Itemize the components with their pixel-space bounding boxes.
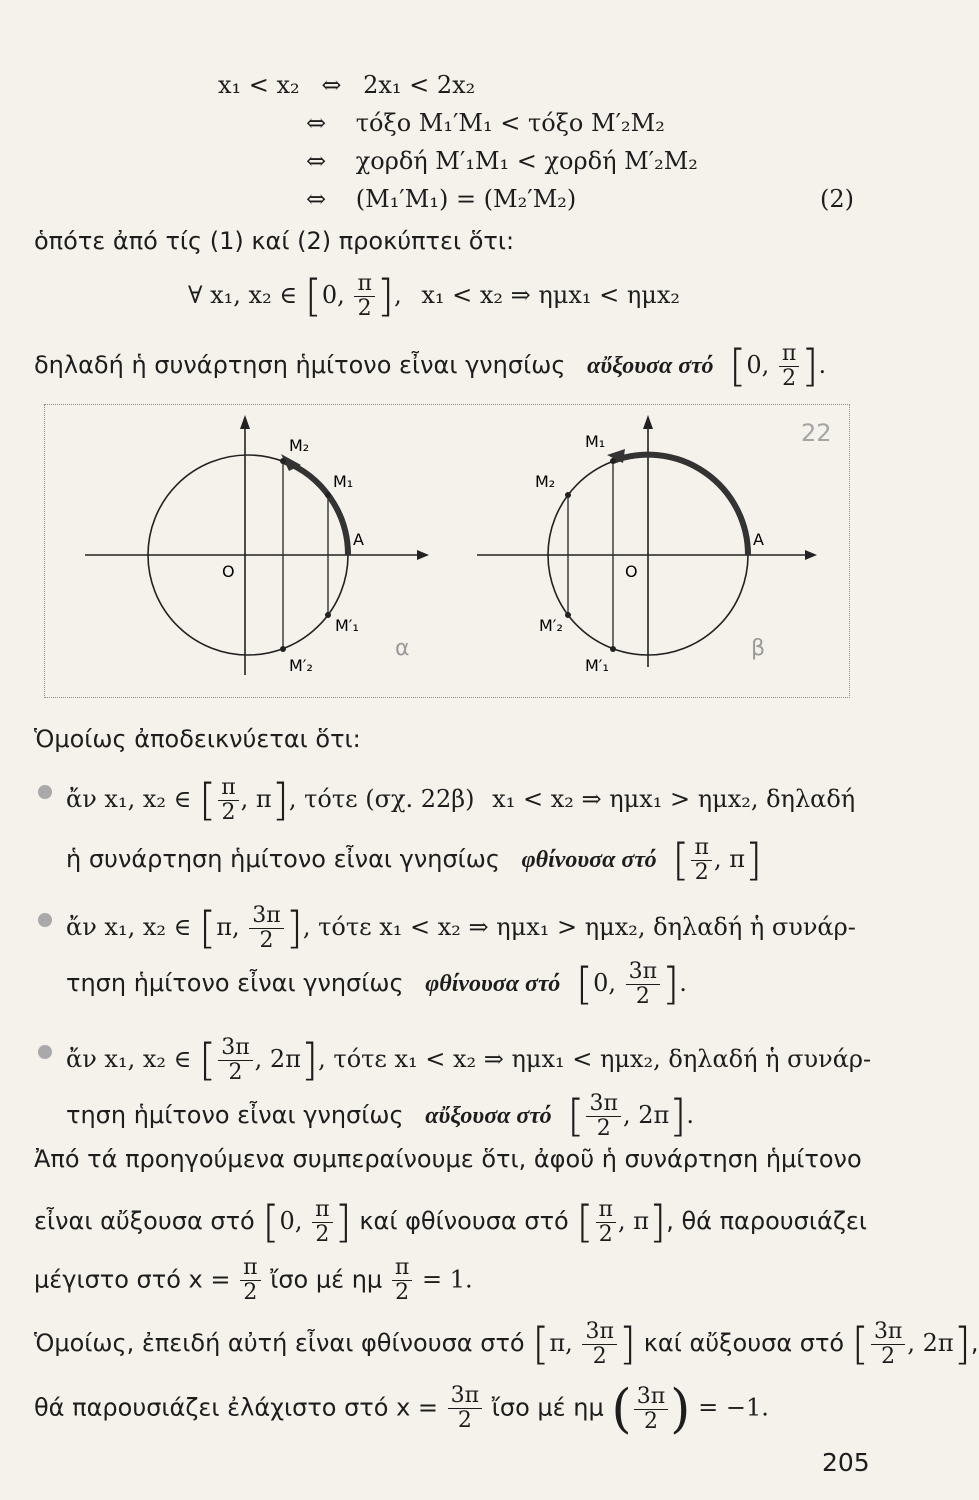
equivalence-arrow: ⇔ <box>321 71 342 99</box>
equivalence-arrow: ⇔ <box>306 109 327 137</box>
statement-text: μέγιστο στό x = <box>34 1265 231 1294</box>
numerator: 3π <box>634 1385 668 1410</box>
denominator: 2 <box>643 1408 658 1434</box>
denominator: 2 <box>782 366 797 391</box>
case-prefix: ἄν x₁, x₂ ∈ <box>66 1045 192 1073</box>
condition: , τότε (σχ. 22β) <box>288 785 475 813</box>
chord-comparison: χορδή M′₁M₁ < χορδή M′₂M₂ <box>355 147 698 175</box>
denominator: 2 <box>243 1280 258 1305</box>
interval-right: , π <box>618 1207 650 1235</box>
fraction-3pi-over-2 <box>871 1320 905 1369</box>
case-3-line-2: τηση ἡμίτονο εἶναι γνησίως αὔξουσα στό [ $\frac{3\pi}{2}$ , 2π]. <box>66 1090 695 1142</box>
bold-keyword: αὔξουσα στό <box>587 353 714 379</box>
case-1-line-2: ἡ συνάρτηση ἡμίτονο εἶναι γνησίως φθίνουσα στό [ $\frac{\pi}{2}$ , π] <box>66 834 763 886</box>
statement-text: ἴσο μέ ημ <box>270 1265 383 1294</box>
label-o: O <box>222 562 235 581</box>
page-number: 205 <box>822 1448 870 1477</box>
case-prefix: ἄν x₁, x₂ ∈ <box>66 913 192 941</box>
equivalence-line-3 <box>306 146 698 176</box>
min-para-line-1: Ὁμοίως, ἐπειδή αὐτή εἶναι φθίνουσα στό [π, $\frac{3\pi}{2}$ ] καί αὔξουσα στό [ $\frac{3\pi}{2}$ , 2π], <box>34 1318 979 1370</box>
denominator: 2 <box>598 1222 613 1247</box>
numerator: π <box>218 776 238 801</box>
label-m2-prime: M′₂ <box>539 616 563 635</box>
implication: x₁ < x₂ ⇒ ημx₁ > ημx₂, δηλαδή <box>492 785 856 813</box>
period: . <box>818 351 827 379</box>
label-m2: M₂ <box>289 436 310 455</box>
label-m1: M₁ <box>333 472 354 491</box>
numerator: π <box>312 1198 332 1223</box>
interval-left: 0, <box>593 969 616 997</box>
bold-keyword: φθίνουσα στό <box>425 971 561 997</box>
label-a: A <box>353 530 364 549</box>
case-3-line-1: ἄν x₁, x₂ ∈ [ $\frac{3\pi}{2}$ , 2π], τότε x₁ < x₂ ⇒ ημx₁ < ημx₂, δηλαδή ἡ συνάρ- <box>66 1034 872 1086</box>
implication: , τότε x₁ < x₂ ⇒ ημx₁ < ημx₂, δηλαδή ἡ συνάρ- <box>318 1045 872 1073</box>
fraction-3pi-over-2 <box>249 904 283 953</box>
case-2-line-1: ἄν x₁, x₂ ∈ [π, $\frac{3\pi}{2}$ ], τότε x₁ < x₂ ⇒ ημx₁ > ημx₂, δηλαδή ἡ συνάρ- <box>66 902 856 954</box>
numerator: π <box>354 272 374 297</box>
similarly-intro: Ὁμοίως ἀποδεικνύεται ὅτι: <box>34 725 361 753</box>
bold-keyword: αὔξουσα στό <box>425 1103 552 1129</box>
inequality-right: 2x₁ < 2x₂ <box>363 71 476 99</box>
equivalence-arrow: ⇔ <box>306 147 327 175</box>
fraction-pi-over-2 <box>691 836 711 885</box>
denominator: 2 <box>357 296 372 321</box>
label-a: A <box>753 530 764 549</box>
fraction-3pi-over-2 <box>634 1385 668 1434</box>
bold-keyword: φθίνουσα στό <box>521 847 657 873</box>
numerator: 3π <box>871 1320 905 1345</box>
label-m2: M₂ <box>535 472 556 491</box>
case-prefix: ἄν x₁, x₂ ∈ <box>66 785 192 813</box>
fraction-3pi-over-2 <box>218 1036 252 1085</box>
interval-left: 0, <box>279 1207 303 1235</box>
statement-text: ἡ συνάρτηση ἡμίτονο εἶναι γνησίως <box>66 845 500 873</box>
numerator: 3π <box>448 1384 482 1409</box>
numerator: π <box>392 1256 412 1281</box>
interval-left: π, <box>216 913 240 941</box>
case-1-line-1: ἄν x₁, x₂ ∈ [ $\frac{\pi}{2}$ , π], τότε (σχ. 22β) x₁ < x₂ ⇒ ημx₁ > ημx₂, δηλαδή <box>66 774 856 826</box>
statement-text: Ὁμοίως, ἐπειδή αὐτή εἶναι φθίνουσα στό <box>34 1329 525 1357</box>
equals-minus-one: = −1. <box>698 1393 769 1422</box>
diagram-beta <box>477 415 817 675</box>
interval-right: , 2π <box>907 1329 954 1357</box>
segment-equality: (M₁′M₁) = (M₂′M₂) <box>355 185 577 213</box>
interval-left: π, <box>549 1329 573 1357</box>
numerator: 3π <box>218 1036 252 1061</box>
forall-statement: ∀ x₁, x₂ ∈ [0, $\frac{\pi}{2}$ ], x₁ < x₂ ⇒ ημx₁ < ημx₂ <box>188 270 681 322</box>
equals-one: = 1. <box>421 1265 473 1294</box>
statement-text: τηση ἡμίτονο εἶναι γνησίως <box>66 1101 404 1129</box>
implication: x₁ < x₂ ⇒ ημx₁ < ημx₂ <box>421 281 681 309</box>
figure-22 <box>44 404 850 698</box>
increasing-statement: δηλαδή ἡ συνάρτηση ἡμίτονο εἶναι γνησίως αὔξουσα στό [0, $\frac{\pi}{2}$ ]. <box>34 340 827 392</box>
inequality-left: x₁ < x₂ <box>218 71 300 99</box>
fraction-3pi-over-2 <box>586 1092 620 1141</box>
interval-left: 0, <box>321 281 345 309</box>
statement-text: εἶναι αὔξουσα στό <box>34 1207 255 1235</box>
comma: , <box>970 1329 979 1357</box>
max-para-line-1: Ἀπό τά προηγούμενα συμπεραίνουμε ὅτι, ἀφοῦ ἡ συνάρτηση ἡμίτονο <box>34 1145 862 1173</box>
figure-number: 22 <box>801 419 832 447</box>
period: . <box>679 969 687 997</box>
numerator: π <box>691 836 711 861</box>
label-m1-prime: M′₁ <box>585 656 609 675</box>
statement-text: καί φθίνουσα στό <box>359 1207 569 1235</box>
numerator: 3π <box>249 904 283 929</box>
label-m1-prime: M′₁ <box>335 616 359 635</box>
statement-text: , θά παρουσιάζει <box>666 1207 867 1235</box>
interval-right: , π <box>713 845 745 873</box>
forall-prefix: ∀ x₁, x₂ ∈ <box>188 281 298 309</box>
numerator: π <box>240 1256 260 1281</box>
denominator: 2 <box>395 1280 410 1305</box>
denominator: 2 <box>596 1116 611 1141</box>
statement-text: τηση ἡμίτονο εἶναι γνησίως <box>66 969 404 997</box>
interval-right: , 2π <box>622 1101 670 1129</box>
fraction-pi-over-2 <box>240 1256 260 1305</box>
numerator: π <box>779 342 799 367</box>
denominator: 2 <box>228 1060 243 1085</box>
equivalence-line-2 <box>306 108 665 138</box>
fraction-3pi-over-2 <box>626 960 660 1009</box>
unit-circle-diagrams <box>45 405 849 697</box>
fraction-pi-over-2 <box>312 1198 332 1247</box>
numerator: 3π <box>586 1092 620 1117</box>
statement-text: θά παρουσιάζει ἐλάχιστο στό x = <box>34 1393 439 1422</box>
fraction-pi-over-2 <box>779 342 799 391</box>
fraction-3pi-over-2 <box>582 1320 616 1369</box>
fraction-pi-over-2 <box>392 1256 412 1305</box>
caption-alpha: α <box>395 636 410 661</box>
equivalence-line-1 <box>218 70 475 100</box>
denominator: 2 <box>315 1222 330 1247</box>
bullet-dot <box>38 1045 52 1059</box>
denominator: 2 <box>221 800 236 825</box>
numerator: 3π <box>582 1320 616 1345</box>
denominator: 2 <box>694 860 709 885</box>
denominator: 2 <box>457 1408 472 1433</box>
bullet-dot <box>38 785 52 799</box>
statement-text: ἴσο μέ ημ <box>491 1393 604 1422</box>
equivalence-line-4 <box>306 184 576 214</box>
statement-text: καί αὔξουσα στό <box>643 1329 845 1357</box>
interval-right: , π <box>240 785 272 813</box>
fraction-pi-over-2 <box>596 1198 616 1247</box>
equation-number: (2) <box>820 185 854 213</box>
statement-text: δηλαδή ἡ συνάρτηση ἡμίτονο εἶναι γνησίως <box>34 351 566 379</box>
denominator: 2 <box>635 984 650 1009</box>
numerator: 3π <box>626 960 660 985</box>
label-o: O <box>625 562 638 581</box>
arc-comparison: τόξο M₁′M₁ < τόξο M′₂M₂ <box>355 109 665 137</box>
period: . <box>686 1101 695 1129</box>
numerator: π <box>596 1198 616 1223</box>
conclusion-intro: ὁπότε ἀπό τίς (1) καί (2) προκύπτει ὅτι: <box>34 227 515 255</box>
bullet-dot <box>38 913 52 927</box>
implication: , τότε x₁ < x₂ ⇒ ημx₁ > ημx₂, δηλαδή ἡ συνάρ- <box>302 913 856 941</box>
caption-beta: β <box>751 636 766 661</box>
label-m1: M₁ <box>585 432 606 451</box>
max-para-line-2: εἶναι αὔξουσα στό [0, $\frac{\pi}{2}$ ] καί φθίνουσα στό [ $\frac{\pi}{2}$ , π], θά παρουσιάζει <box>34 1196 867 1248</box>
label-m2-prime: M′₂ <box>289 656 313 675</box>
equivalence-arrow: ⇔ <box>306 185 327 213</box>
case-2-line-2: τηση ἡμίτονο εἶναι γνησίως φθίνουσα στό [0, $\frac{3\pi}{2}$ ]. <box>66 958 687 1010</box>
interval-right: , 2π <box>254 1045 301 1073</box>
max-para-line-3 <box>34 1256 473 1305</box>
denominator: 2 <box>259 928 274 953</box>
diagram-alpha <box>85 415 429 675</box>
denominator: 2 <box>881 1344 896 1369</box>
interval-left: 0, <box>746 351 770 379</box>
fraction-pi-over-2 <box>218 776 238 825</box>
denominator: 2 <box>592 1344 607 1369</box>
fraction-pi-over-2 <box>354 272 374 321</box>
fraction-3pi-over-2 <box>448 1384 482 1433</box>
min-para-line-2: θά παρουσιάζει ἐλάχιστο στό x = $\frac{3\pi}{2}$ ἴσο μέ ημ ( $\frac{3\pi}{2}$ ) = −1. <box>34 1379 769 1439</box>
